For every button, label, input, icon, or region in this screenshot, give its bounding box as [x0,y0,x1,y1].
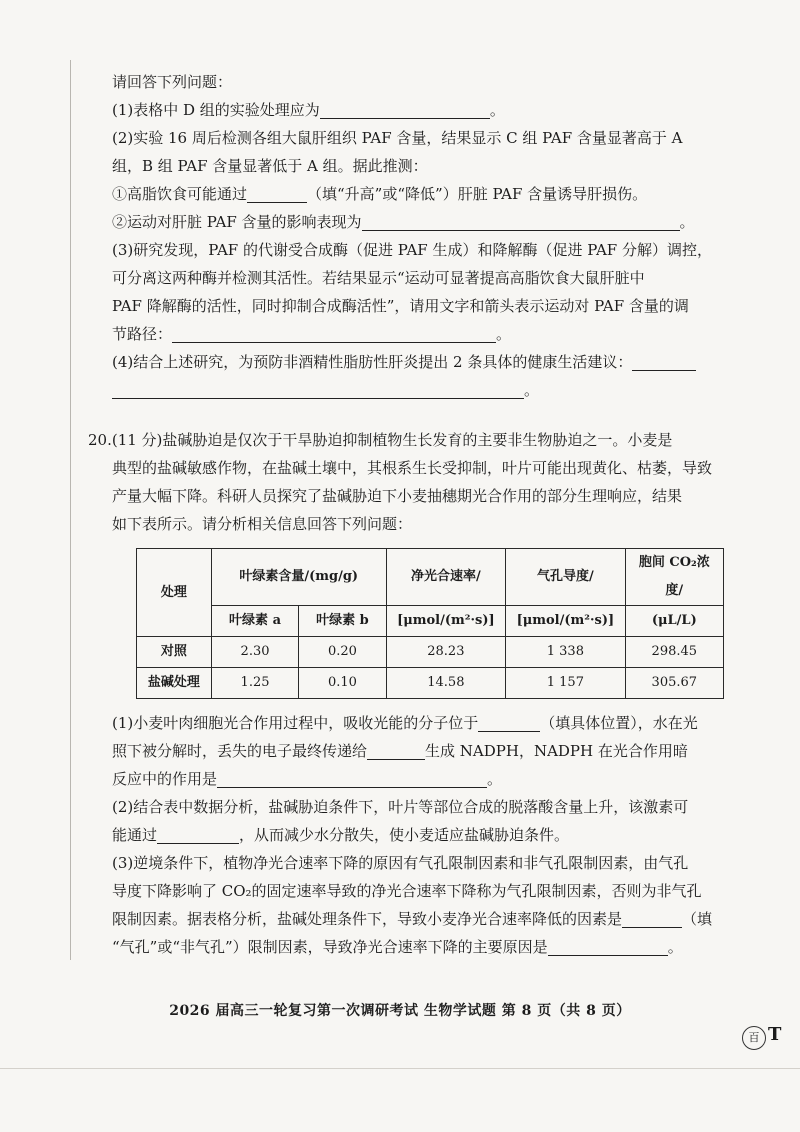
q20-part3-text: 限制因素。据表格分析，盐碱处理条件下，导致小麦净光合速率降低的因素是 [112,910,623,928]
q20-lead-line4: 如下表所示。请分析相关信息回答下列问题： [112,515,413,533]
page-footer: 2026 届高三一轮复习第一次调研考试 生物学试题 第 8 页（共 8 页） [169,1003,631,1019]
answer-blank[interactable] [622,909,682,928]
q19-part1-text: (1)表格中 D 组的实验处理应为 [112,101,320,119]
cell-treatment: 盐碱处理 [137,668,212,699]
answer-blank[interactable] [247,184,307,203]
bottom-rule [0,1068,800,1069]
q20-part3-line1: (3)逆境条件下，植物净光合速率下降的原因有气孔限制因素和非气孔限制因素，由气孔 [112,854,689,872]
header-net-photosynthesis-unit: [μmol/(m²·s)] [386,606,506,637]
q20-part3-line4 [112,933,724,961]
header-intercellular-co2: 胞间 CO₂浓度/ [625,549,723,606]
cell-pn: 14.58 [386,668,506,699]
answer-blank[interactable] [548,937,668,956]
corner-badge: 百 [742,1026,766,1050]
table-row [137,668,724,699]
q19-part2-line2: 组，B 组 PAF 含量显著低于 A 组。据此推测： [112,157,428,175]
period: 。 [496,325,512,343]
q20-part1-line2 [112,737,724,765]
q19-part1 [112,96,724,124]
q20-lead-line3: 产量大幅下降。科研人员探究了盐碱胁迫下小麦抽穗期光合作用的部分生理响应，结果 [112,487,683,505]
answer-blank[interactable] [157,825,239,844]
q19-part2-sub2-text: ②运动对肝脏 PAF 含量的影响表现为 [112,213,362,231]
answer-blank[interactable] [362,212,680,231]
document-body [88,68,724,961]
q20-lead-line2: 典型的盐碱敏感作物，在盐碱土壤中，其根系生长受抑制，叶片可能出现黄化、枯萎，导致 [112,459,713,477]
q20-part1-line2-text-end: 生成 NADPH，NADPH 在光合作用暗 [425,742,688,760]
header-chlorophyll: 叶绿素含量/(mg/g) [211,549,386,606]
cell-chl-b: 0.10 [299,668,386,699]
period: 。 [487,770,503,788]
q19-intro: 请回答下列问题： [112,73,233,91]
answer-blank[interactable] [112,380,524,399]
q20-lead-line1: 20.(11 分)盐碱胁迫是仅次于干旱胁迫抑制植物生长发育的主要非生物胁迫之一。小麦是 [88,431,673,449]
answer-blank[interactable] [217,769,487,788]
page-edge-line [70,60,71,960]
q20-part1-line2-text: 照下被分解时，丢失的电子最终传递给 [112,742,368,760]
data-table [136,548,724,699]
header-intercellular-co2-unit: (μL/L) [625,606,723,637]
q20-part1-line1 [112,709,724,737]
header-stomatal-conductance: 气孔导度/ [506,549,626,606]
answer-blank[interactable] [632,352,696,371]
q19-part3-line4 [112,320,724,348]
q19-part2-sub1-text: ①高脂饮食可能通过 [112,185,248,203]
q20-part2-line2 [112,821,724,849]
period: 。 [524,381,540,399]
answer-blank[interactable] [367,741,425,760]
header-stomatal-conductance-unit: [μmol/(m²·s)] [506,606,626,637]
header-chlorophyll-a: 叶绿素 a [211,606,298,637]
q20-part3-line4-text: “气孔”或“非气孔”）限制因素，导致净光合速率下降的主要原因是 [112,938,548,956]
cell-gs: 1 157 [506,668,626,699]
table-subheader-row [137,606,724,637]
q19-part4-text: (4)结合上述研究，为预防非酒精性脂肪性肝炎提出 2 条具体的健康生活建议： [112,353,633,371]
cell-chl-b: 0.20 [299,637,386,668]
q19-part3-line3: PAF 降解酶的活性，同时抑制合成酶活性”，请用文字和箭头表示运动对 PAF 含量的调 [112,297,689,315]
q20-part2-text: 能通过 [112,826,158,844]
header-net-photosynthesis: 净光合速率/ [386,549,506,606]
cell-treatment: 对照 [137,637,212,668]
q20-part3-line2: 导度下降影响了 CO₂的固定速率导致的净光合速率下降称为气孔限制因素，否则为非气孔 [112,882,702,900]
answer-blank[interactable] [172,324,496,343]
q20-part2-line1: (2)结合表中数据分析，盐碱胁迫条件下，叶片等部位合成的脱落酸含量上升，该激素可 [112,798,689,816]
q20-part1-text-end: （填具体位置），水在光 [540,714,698,732]
answer-blank[interactable] [478,713,540,732]
header-treatment: 处理 [137,549,212,637]
q19-part3-line1: (3)研究发现，PAF 的代谢受合成酶（促进 PAF 生成）和降解酶（促进 PAF 分解）调控， [112,241,712,259]
q20-part3-line3 [112,905,724,933]
q19-part2-sub2 [112,208,724,236]
q20-part3-text-end: （填 [682,910,713,928]
q19-part3-line2: 可分离这两种酶并检测其活性。若结果显示“运动可显著提高高脂饮食大鼠肝脏中 [112,269,645,287]
table-row [137,637,724,668]
q19-part2-sub1 [112,180,724,208]
question-20 [88,426,724,961]
corner-mark: T [768,1024,782,1045]
cell-ci: 298.45 [625,637,723,668]
table-header-row [137,549,724,606]
header-chlorophyll-b: 叶绿素 b [299,606,386,637]
answer-blank[interactable] [320,100,490,119]
q19-part2-sub1-text-end: （填“升高”或“降低”）肝脏 PAF 含量诱导肝损伤。 [307,185,648,203]
q19-part3-line4-text: 节路径： [112,325,173,343]
q20-part1-line3-text: 反应中的作用是 [112,770,218,788]
cell-pn: 28.23 [386,637,506,668]
cell-gs: 1 338 [506,637,626,668]
q20-part2-text-end: ，从而减少水分散失，使小麦适应盐碱胁迫条件。 [239,826,570,844]
q19-part2-line1: (2)实验 16 周后检测各组大鼠肝组织 PAF 含量，结果显示 C 组 PAF 含量显著高于 A [112,129,683,147]
cell-chl-a: 2.30 [211,637,298,668]
q19-part4 [112,348,724,376]
period: 。 [679,213,695,231]
q19-part4-cont [112,376,724,404]
q20-part1-text: (1)小麦叶肉细胞光合作用过程中，吸收光能的分子位于 [112,714,479,732]
cell-ci: 305.67 [625,668,723,699]
period: 。 [489,101,505,119]
cell-chl-a: 1.25 [211,668,298,699]
period: 。 [667,938,683,956]
q20-part1-line3 [112,765,724,793]
